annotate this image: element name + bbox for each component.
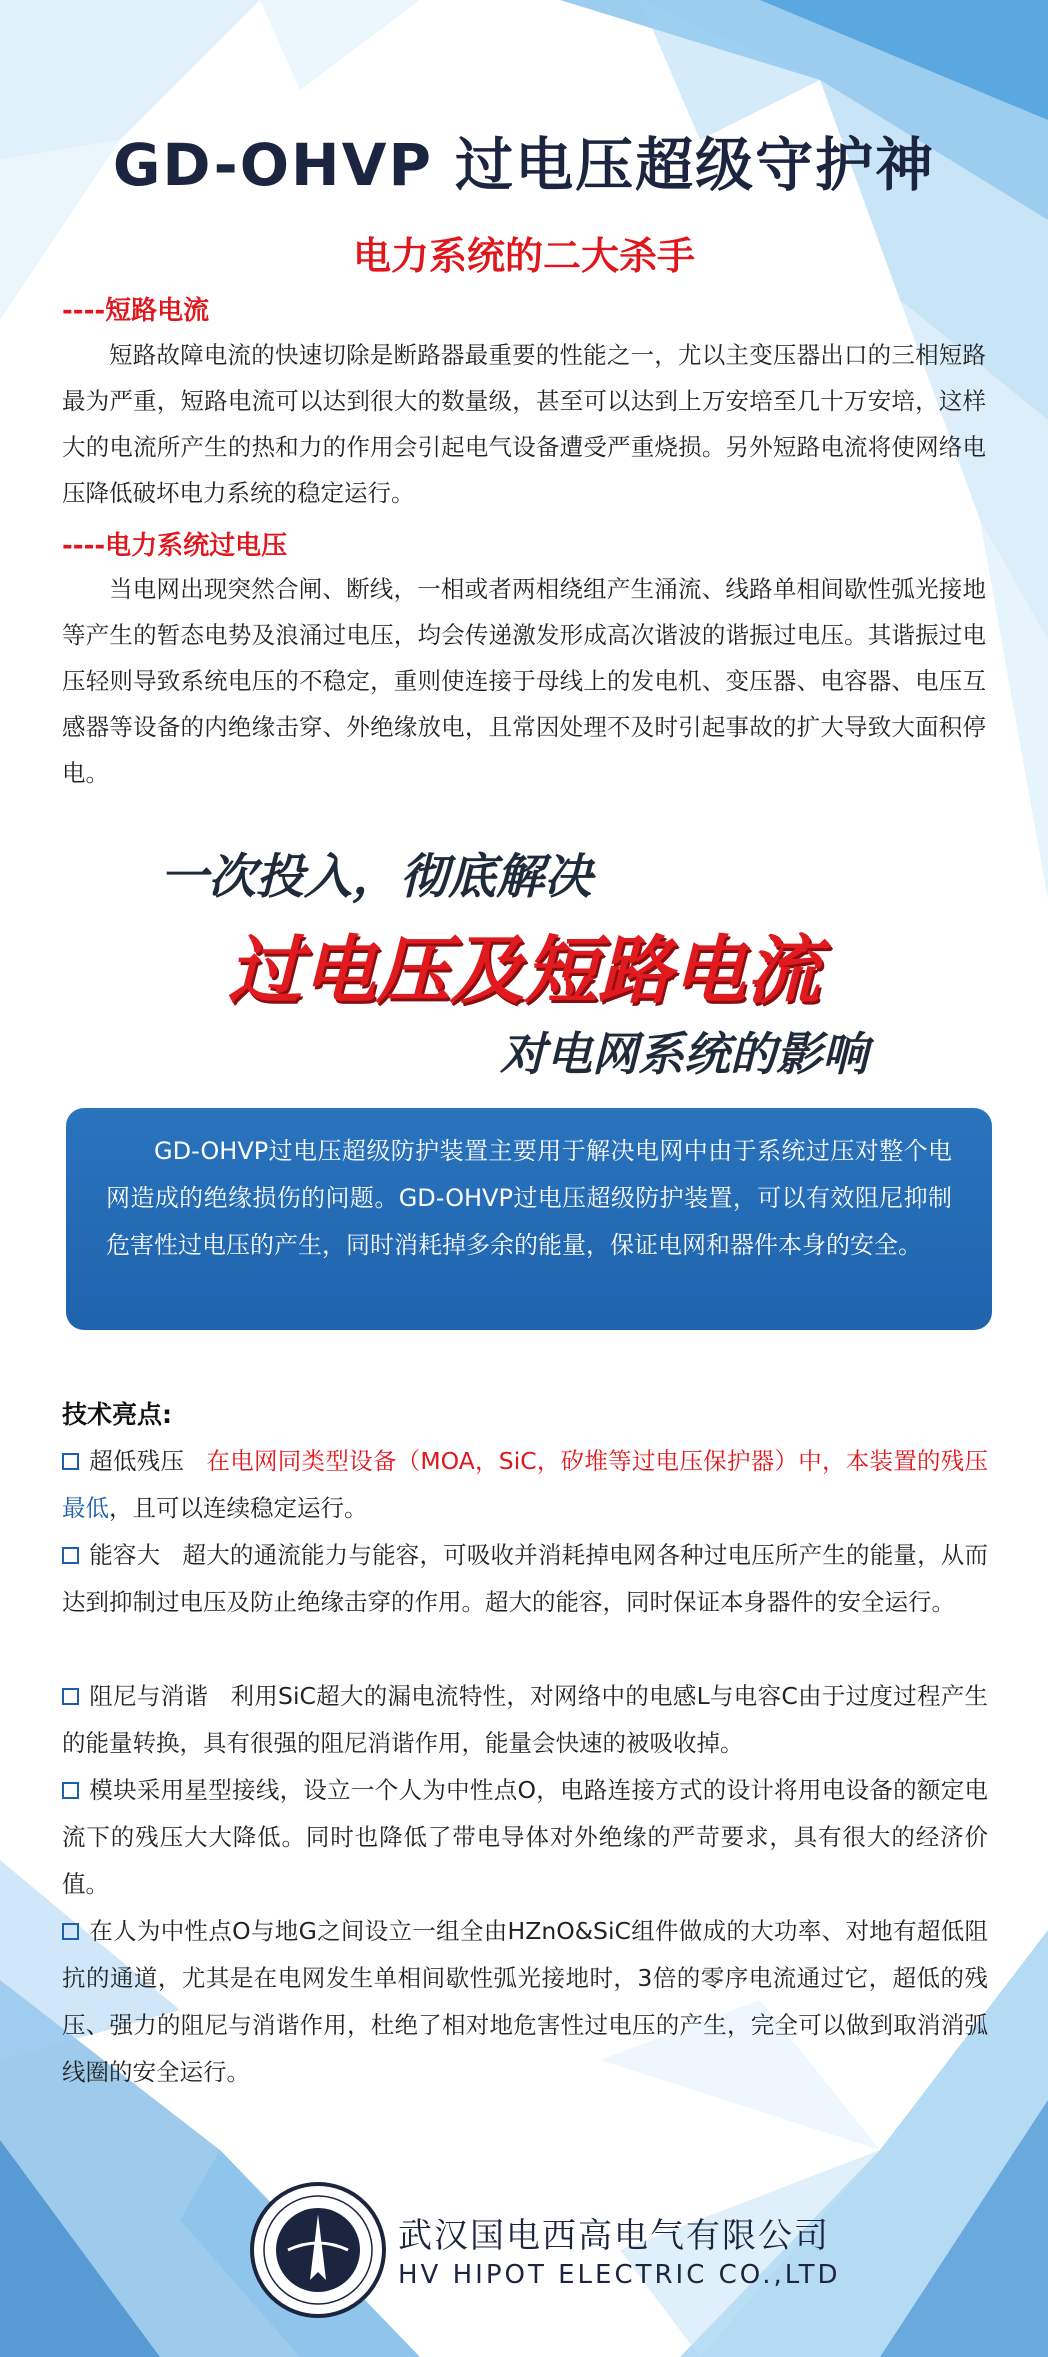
feature-item-neutral-channel [62,1908,988,2096]
feature-blue-text: 最低 [62,1494,109,1522]
checkbox-square-icon [62,1923,79,1940]
short-circuit-heading: ----短路电流 [62,296,210,326]
intro-box [66,1108,992,1330]
company-name-en: HV HIPOT ELECTRIC CO.,LTD [398,2260,841,2290]
feature-text: 利用SiC超大的漏电流特性，对网络中的电感L与电容C由于过度过程产生的能量转换，具有很强的阻尼消谐作用，能量会快速的被吸收掉。 [62,1682,989,1757]
checkbox-square-icon [62,1547,79,1564]
feature-label: 能容大 [89,1541,161,1569]
feature-item-low-residual [62,1438,988,1532]
slogan-line-1: 一次投入，彻底解决 [160,849,593,905]
feature-item-damping [62,1673,988,1767]
slogan-line-2: 过电压及短路电流 [228,928,820,1014]
feature-label: 超低残压 [89,1447,185,1475]
company-logo-icon [248,2180,388,2320]
feature-text: 模块采用星型接线，设立一个人为中性点O，电路连接方式的设计将用电设备的额定电流下的残压大大降低。同时也降低了带电导体对外绝缘的严苛要求，具有很大的经济价值。 [62,1776,988,1898]
feature-text: 在人为中性点O与地G之间设立一组全由HZnO&SiC组件做成的大功率、对地有超低阻抗的通道，尤其是在电网发生单相间歇性弧光接地时，3倍的零序电流通过它，超低的残压、强力的阻尼与消谐作用，杜绝了相对地危害性过电压的产生，完全可以做到取消消弧线圈的安全运行。 [62,1917,988,2086]
feature-item-large-capacity [62,1532,988,1626]
short-circuit-paragraph: 短路故障电流的快速切除是断路器最重要的性能之一，尤以主变压器出口的三相短路最为严重，短路电流可以达到很大的数量级，甚至可以达到上万安培至几十万安培，这样大的电流所产生的热和力的作用会引起电气设备遭受严重烧损。另外短路电流将使网络电压降低破坏电力系统的稳定运行。 [62,341,986,507]
overvoltage-heading: ----电力系统过电压 [62,531,288,561]
checkbox-square-icon [62,1782,79,1799]
page-title: GD-OHVP 过电压超级守护神 [112,131,936,199]
feature-text: 超大的通流能力与能容，可吸收并消耗掉电网各种过电压所产生的能量，从而达到抑制过电压及防止绝缘击穿的作用。超大的能容，同时保证本身器件的安全运行。 [62,1541,989,1616]
feature-rest-text: ，且可以连续稳定运行。 [109,1494,368,1522]
checkbox-square-icon [62,1453,79,1470]
feature-label: 阻尼与消谐 [89,1682,209,1710]
feature-red-text: 在电网同类型设备（MOA，SiC，矽堆等过电压保护器）中，本装置的残压 [206,1447,988,1475]
intro-text: GD-OHVP过电压超级防护装置主要用于解决电网中由于系统过压对整个电网造成的绝缘损伤的问题。GD-OHVP过电压超级防护装置，可以有效阻尼抑制危害性过电压的产生，同时消耗掉多余的能量，保证电网和器件本身的安全。 [106,1137,952,1259]
slogan-line-3: 对电网系统的影响 [500,1027,868,1081]
feature-item-star-wiring [62,1767,988,1908]
page-subtitle: 电力系统的二大杀手 [352,234,695,278]
tech-highlights-title: 技术亮点: [62,1400,172,1429]
checkbox-square-icon [62,1688,79,1705]
overvoltage-paragraph: 当电网出现突然合闸、断线，一相或者两相绕组产生涌流、线路单相间歇性弧光接地等产生的暂态电势及浪涌过电压，均会传递激发形成高次谐波的谐振过电压。其谐振过电压轻则导致系统电压的不稳定，重则使连接于母线上的发电机、变压器、电容器、电压互感器等设备的内绝缘击穿、外绝缘放电，且常因处理不及时引起事故的扩大导致大面积停电。 [62,575,986,787]
company-name-cn: 武汉国电西高电气有限公司 [398,2216,830,2256]
